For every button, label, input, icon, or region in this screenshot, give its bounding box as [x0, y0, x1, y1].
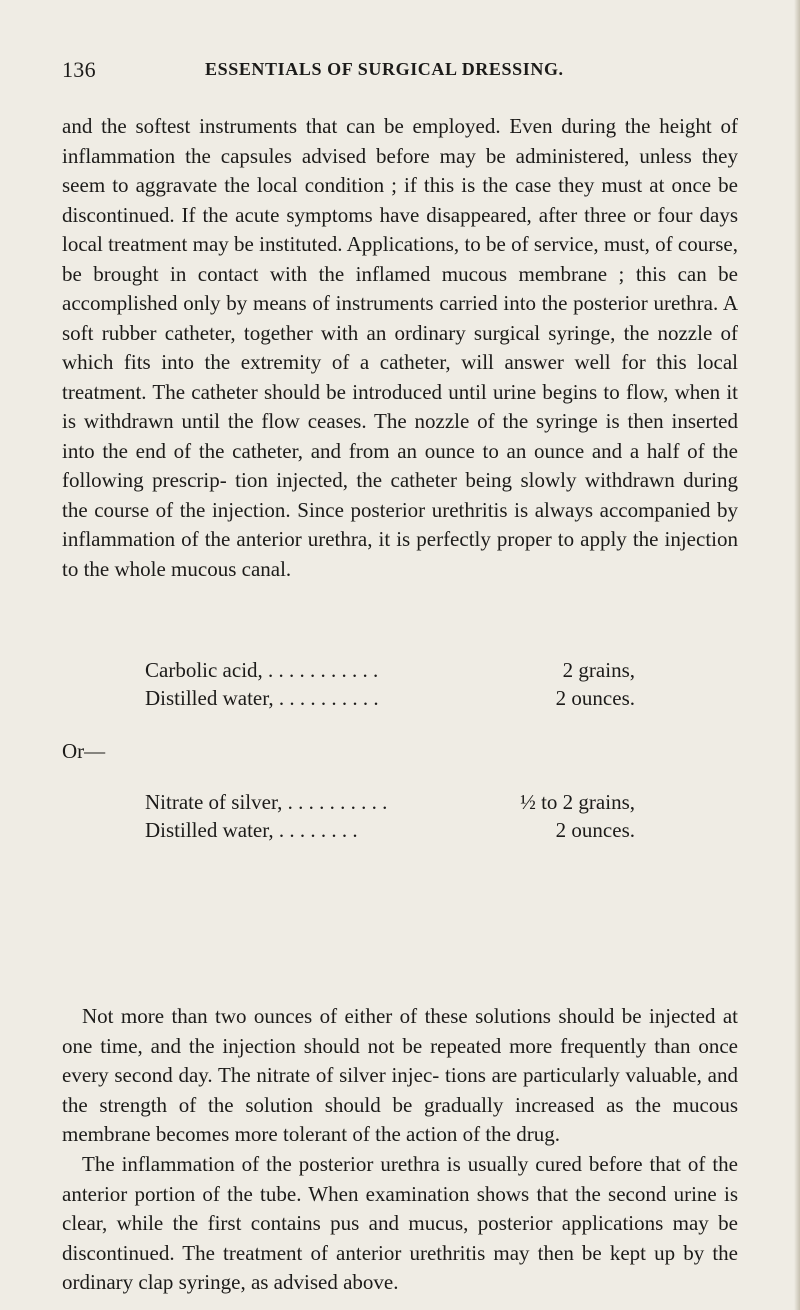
page-edge-shadow — [794, 0, 800, 1310]
ingredient-amount: 2 ounces. — [555, 686, 635, 710]
ingredient-amount: ½ to 2 grains, — [520, 790, 635, 814]
running-head: ESSENTIALS OF SURGICAL DRESSING. — [205, 59, 564, 79]
ingredient-name: Carbolic acid, . . . . . . . . . . . — [145, 658, 379, 682]
ingredient-amount: 2 ounces. — [555, 818, 635, 842]
prescription-1 — [145, 656, 635, 712]
ingredient-name: Distilled water, . . . . . . . . . . — [145, 686, 379, 710]
paragraph-3: The inflammation of the posterior urethra is usually cured before that of the anterior portion of the tube. When examination shows that the second urine is clear, while the first contains pus and mucus, posterior applications may be discontinued. The treatment of anterior urethritis may then be kept up by the ordinary clap syringe, as advised above. — [62, 1152, 738, 1294]
ingredient-amount: 2 grains, — [562, 658, 635, 682]
paragraph-2: Not more than two ounces of either of these solutions should be injected at one time, and the injection should not be repeated more frequently than once every second day. The nitrate of silver injec- tions are particularly valuable, and the strength of the solution should be gradually increased as the mucous membrane becomes more tolerant of the action of the drug. — [62, 1004, 738, 1146]
ingredient-name: Distilled water, . . . . . . . . — [145, 818, 358, 842]
prescription-2-line-2 — [145, 816, 635, 844]
prescription-1-line-1 — [145, 656, 635, 684]
prescription-2-line-1 — [145, 788, 635, 816]
prescription-1-line-2 — [145, 684, 635, 712]
ingredient-name: Nitrate of silver, . . . . . . . . . . — [145, 790, 388, 814]
prescription-2 — [145, 788, 635, 844]
paragraph-1: and the softest instruments that can be employed. Even during the height of inflammation the capsules advised before may be administered, unless they seem to aggravate the local condition ; if this is the case they must at once be discontinued. If the acute symptoms have disappeared, after three or four days local treatment may be instituted. Applications, to be of service, must, of course, be brought in contact with the inflamed mucous membrane ; this can be accomplished only by means of instruments carried into the posterior urethra. A soft rubber catheter, together with an ordinary surgical syringe, the nozzle of which fits into the extremity of a catheter, will answer well for this local treatment. The catheter should be introduced until urine begins to flow, when it is withdrawn until the flow ceases. The nozzle of the syringe is then inserted into the end of the catheter, and from an ounce to an ounce and a half of the following prescrip- tion injected, the catheter being slowly withdrawn during the course of the injection. Since posterior urethritis is always accompanied by inflammation of the anterior urethra, it is perfectly proper to apply the injection to the whole mucous canal. — [62, 114, 738, 581]
page-number: 136 — [62, 57, 96, 82]
or-label: Or— — [62, 739, 106, 763]
page-header — [62, 57, 742, 87]
